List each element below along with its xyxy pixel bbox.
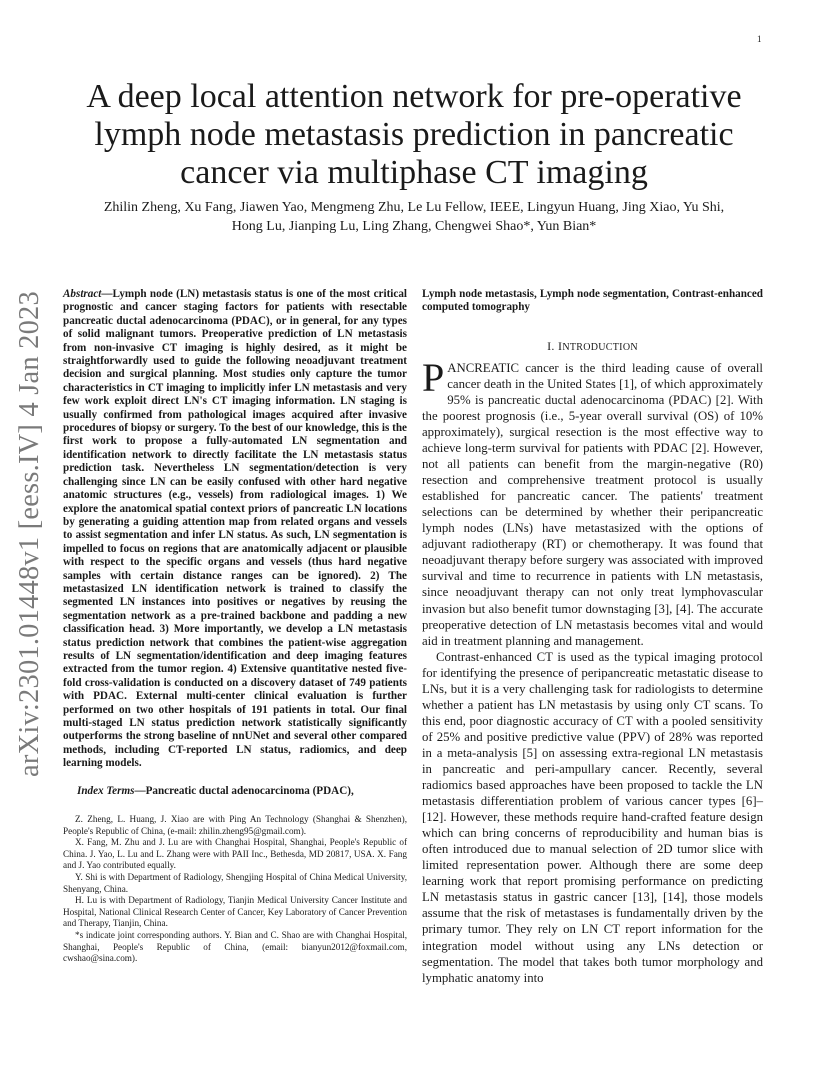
arxiv-watermark: arXiv:2301.01448v1 [eess.IV] 4 Jan 2023	[14, 291, 45, 777]
author-line-2: Hong Lu, Jianping Lu, Ling Zhang, Chengwei Shao*, Yun Bian*	[231, 219, 597, 234]
abstract-text: —Lymph node (LN) metastasis status is one of the most critical prognostic and cancer staging factors for patients with resectable pancreatic ductal adenocarcinoma (PDAC), or in general, for any types of solid malignant tumors. Preoperative prediction of LN metastasis from non-invasive CT imaging is highly desired, as it might be straightforwardly used to guide the following neoadjuvant treatment decision and surgical planning. Most studies only capture the tumor characteristics in CT imaging to implicitly infer LN metastasis and very few work exploit direct LN's CT imaging information. LN staging is usually confirmed from pathological images acquired after invasive procedures of biopsy or surgery. To the best of our knowledge, this is the first work to propose a fully-automated LN segmentation and identification network to directly facilitate the LN metastasis status prediction task. Nevertheless LN segmentation/detection is very challenging since LN can be easily confused with other hard negative anatomic structures (e.g., vessels) from radiological images. 1) We explore the anatomical spatial context priors of pancreatic LN locations by generating a guiding attention map from related organs and vessels to assist segmentation and infer LN status. As such, LN segmentation is impelled to focus on regions that are anatomically adjacent or plausible with respect to the specific organs and vessels (thus hard negative samples with certain distance ranges can be ignored). 2) The metastasized LN identification network is trained to classify the segmented LN instances into positives or negatives by reusing the segmentation network as a pre-trained backbone and padding a new classification head. 3) More importantly, we develop a LN metastasis status prediction network that combines the patient-wise aggregation results of LN segmentation/identification and deep imaging features extracted from the tumor region. 4) Extensive quantitative nested five-fold cross-validation is conducted on a discovery dataset of 749 patients with PDAC. External multi-center clinical evaluation is further performed on two other hospitals of 191 patients in total. Our final multi-staged LN status prediction network statistically significantly outperforms the strong baseline of nnUNet and several other compared methods, including CT-reported LN status, radiomics, and deep learning models.	[63, 288, 407, 770]
index-terms	[63, 785, 407, 798]
index-terms-label: Index Terms	[77, 784, 135, 797]
index-terms-text: —Pancreatic ductal adenocarcinoma (PDAC),	[134, 784, 354, 797]
section-heading	[422, 339, 763, 354]
author-list	[50, 198, 778, 236]
intro-paragraph-2: Contrast-enhanced CT is used as the typical imaging protocol for identifying the presence of peripancreatic metastatic disease to LNs, but it is a very challenging task for radiologists to determine whether a patient has LN metastasis by using only CT scans. To this end, poor diagnostic accuracy of CT with a pooled sensitivity of 25% and positive predictive value (PPV) of 28% was reported in a meta-analysis [5] on assessing extra-regional LN metastasis in pancreatic and peri-ampullary cancer. Recently, several radiomics based approaches have been proposed to tackle the LN metastasis differentiation problem of various cancer types [6]–[12]. However, these methods require hand-crafted feature design which can bring concerns of reproducibility and human bias is often introduced due to manual selection of 2D tumor slice with limited representation power. Although there are some deep learning work that report promising performance on predicting LN metastasis status in gastric cancer [13], [14], those models assume that the risk of metastases is fundamentally driven by the primary tumor. They rely on LN CT report information for the integration model without using any LNs detection or segmentation. The model that takes both tumor morphology and lymphatic anatomy into	[422, 649, 763, 985]
footnote: Y. Shi is with Department of Radiology, Shengjing Hospital of China Medical University, Shenyang, China.	[63, 872, 407, 894]
index-terms-continued: Lymph node metastasis, Lymph node segmentation, Contrast-enhanced computed tomography	[422, 288, 763, 314]
paper-title: A deep local attention network for pre-operative lymph node metastasis prediction in pancreatic cancer via multiphase CT imaging	[86, 78, 742, 191]
footnote: *s indicate joint corresponding authors. Y. Bian and C. Shao are with Changhai Hospital, Shanghai, People's Republic of China, (email: bianyun2012@foxmail.com, cwshao@sina.com).	[63, 929, 407, 964]
abstract-label: Abstract	[63, 288, 102, 300]
right-column	[422, 288, 763, 986]
section-title-rest: NTRODUCTION	[562, 341, 638, 353]
footnote: Z. Zheng, L. Huang, J. Xiao are with Ping An Technology (Shanghai & Shenzhen), People's Republic of China, (e-mail: zhilin.zheng95@gmail.com).	[63, 814, 407, 836]
drop-cap: P	[422, 354, 445, 400]
abstract	[63, 288, 407, 771]
footnote: X. Fang, M. Zhu and J. Lu are with Changhai Hospital, Shanghai, People's Republic of China. J. Yao, L. Lu and L. Zhang were with PAII Inc., Bethesda, MD 20817, USA. X. Fang and J. Yao contributed equally.	[63, 837, 407, 871]
footnote: H. Lu is with Department of Radiology, Tianjin Medical University Cancer Institute and Hospital, National Clinical Research Center of Cancer, Key Laboratory of Cancer Prevention and Therapy, Tianjin, China.	[63, 895, 407, 929]
section-title-first: I	[558, 338, 563, 353]
intro-lead-word: ANCREATIC	[447, 360, 520, 375]
author-footnotes	[63, 814, 407, 965]
author-line-1: Zhilin Zheng, Xu Fang, Jiawen Yao, Mengmeng Zhu, Le Lu Fellow, IEEE, Lingyun Huang, Jing Xiao, Yu Shi,	[103, 200, 725, 215]
intro-paragraph-1	[422, 354, 763, 649]
intro-paragraph-1-text: cancer is the third leading cause of overall cancer death in the United States [1], of which approximately 95% is pancreatic ductal adenocarcinoma (PDAC) [2]. With the poorest prognosis (i.e., 5-year overall survival (OS) of 10% approximately), surgical resection is the most effective way to achieve long-term survival for patients with PDAC [2]. However, not all patients can benefit from the margin-negative (R0) resection and comprehensive treatment protocol is usually established for pancreatic cancer. The patients' treatment selections can be determined by whether their peripancreatic lymph nodes (LNs) have metastasized with the options of adjuvant radiotherapy (RT) or chemotherapy. It was found that neoadjuvant therapy before surgery was associated with improved survival and time to recurrence in patients with LN metastasis, since neoadjuvant therapy can not only treat lymphovascular invasion but also benefit tumor downstaging [3], [4]. The accurate preoperative detection of LN metastasis becomes vital and would aid in treatment planning and management.	[422, 360, 763, 648]
page-number: 1	[757, 34, 762, 44]
left-column	[63, 288, 407, 965]
section-number: I.	[547, 338, 555, 353]
